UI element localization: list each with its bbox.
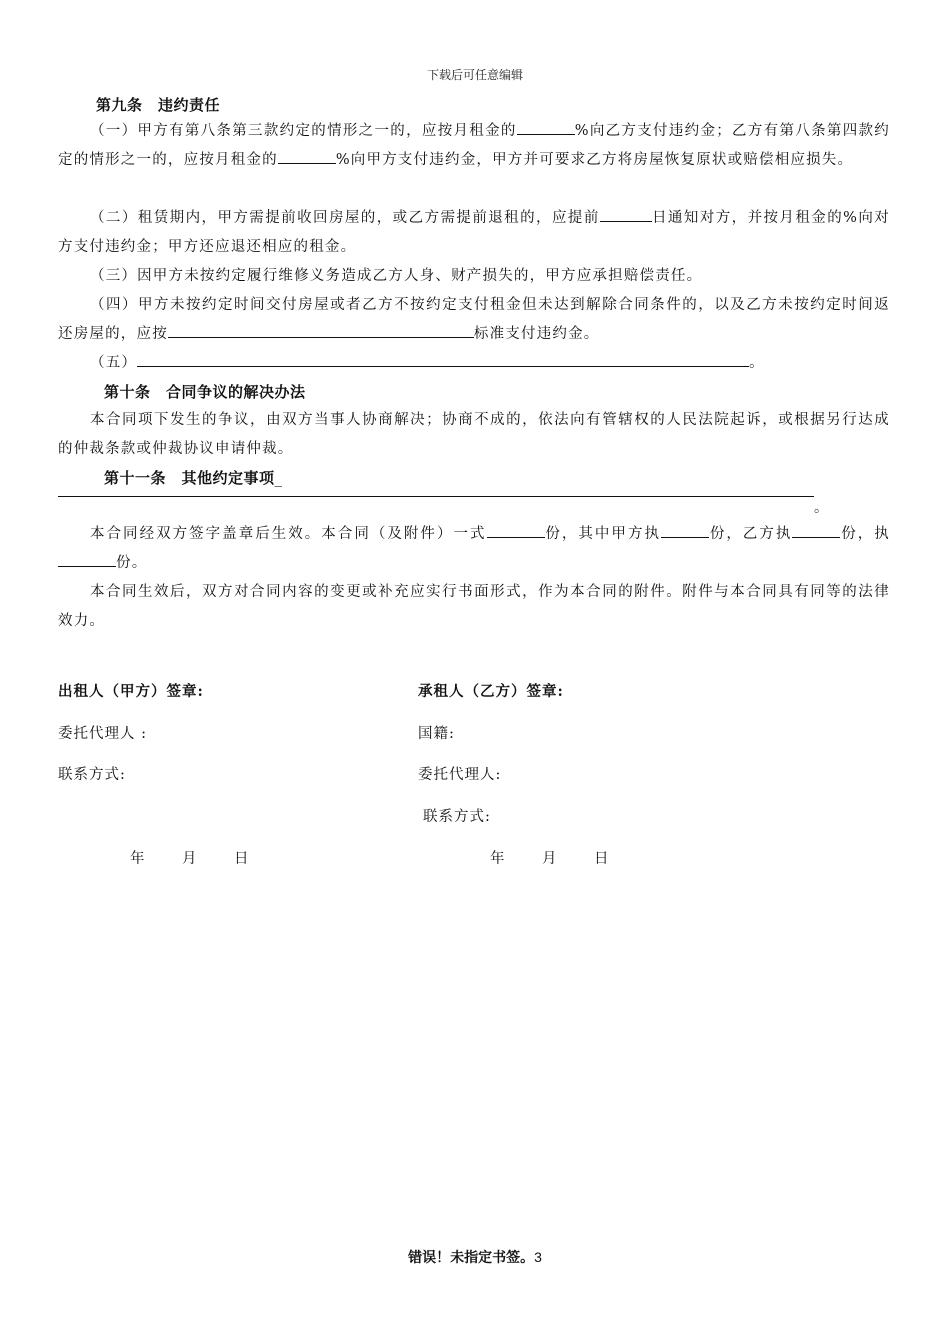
lessee-signature-title: 承租人（乙方）签章: — [418, 683, 564, 700]
closing-clause-amendments: 本合同生效后，双方对合同内容的变更或补充应实行书面形式，作为本合同的附件。附件与本合同具有同等的法律效力。 — [58, 584, 890, 629]
clause-text: （四）甲方未按约定时间交付房屋或者乙方不按约定支付租金但未达到解除合同条件的，以及乙方未按约定时间返还房屋的，应按 — [58, 297, 890, 342]
clause-text: 份，其中甲方执 — [544, 526, 661, 542]
lessor-date — [130, 847, 286, 868]
lessee-nationality-label: 国籍: — [418, 726, 455, 742]
article-11-title-text: 第十一条 其他约定事项 — [104, 469, 275, 487]
date-year: 年 — [130, 851, 145, 867]
clause-text: 日通知对方，并按月租金的%向对方支付违约金；甲方还应退还相应的租金。 — [58, 210, 890, 255]
article-9-clause-5 — [58, 349, 890, 378]
clause-text: （五） — [90, 355, 138, 371]
lessor-contact-label: 联系方式: — [58, 767, 126, 783]
blank-field — [517, 118, 575, 135]
clause-text: 份，乙方执 — [709, 526, 793, 542]
blank-field — [168, 321, 474, 338]
article-11-line-end: 。 — [814, 500, 828, 516]
lessee-contact-label: 联系方式: — [423, 809, 491, 825]
blank-field — [661, 521, 709, 538]
clause-text: （二）租赁期内，甲方需提前收回房屋的，或乙方需提前退租的，应提前 — [90, 210, 600, 226]
clause-text: 标准支付违约金。 — [473, 326, 600, 342]
article-9-title: 第九条 违约责任 — [96, 96, 221, 114]
article-9-clause-3: （三）因甲方未按约定履行维修义务造成乙方人身、财产损失的，甲方应承担赔偿责任。 — [90, 268, 703, 284]
date-month: 月 — [182, 851, 197, 867]
article-11-title — [104, 467, 283, 488]
blank-field — [58, 550, 116, 567]
clause-text: （一）甲方有第八条第三款约定的情形之一的，应按月租金的 — [90, 123, 517, 139]
article-10-title: 第十条 合同争议的解决办法 — [104, 383, 306, 401]
clause-text: 。 — [749, 355, 765, 371]
lessee-agent-label: 委托代理人: — [418, 767, 502, 783]
blank-field — [487, 521, 545, 538]
article-11-blank-line — [58, 496, 814, 497]
article-9-clause-1 — [58, 117, 890, 175]
date-day: 日 — [594, 851, 609, 867]
clause-text: 份。 — [116, 555, 148, 571]
blank-field — [792, 521, 840, 538]
blank-field — [137, 350, 749, 367]
date-day: 日 — [234, 851, 249, 867]
date-month: 月 — [542, 851, 557, 867]
article-11-title-tail: _ — [274, 469, 283, 487]
page-footer — [0, 1247, 950, 1267]
article-9-clause-2 — [58, 204, 890, 262]
page-header: 下载后可任意编辑 — [426, 68, 523, 82]
lessor-signature-title: 出租人（甲方）签章: — [58, 683, 204, 700]
blank-field — [600, 205, 652, 222]
article-10-body: 本合同项下发生的争议，由双方当事人协商解决；协商不成的，依法向有管辖权的人民法院起诉，或根据另行达成的仲裁条款或仲裁协议申请仲裁。 — [58, 412, 890, 457]
date-year: 年 — [490, 851, 505, 867]
lessee-date — [490, 847, 646, 868]
clause-text: 本合同经双方签字盖章后生效。本合同（及附件）一式 — [90, 526, 487, 542]
clause-text: %向乙方支付违约金；乙方有第八条第四款约定的情形之一的，应按月租金的 — [58, 123, 890, 168]
page-number: 3 — [534, 1249, 542, 1265]
lessor-agent-label: 委托代理人 : — [58, 726, 147, 742]
clause-text: 份，执 — [840, 526, 891, 542]
clause-text: %向甲方支付违约金，甲方并可要求乙方将房屋恢复原状或赔偿相应损失。 — [335, 152, 854, 168]
bookmark-error-text: 错误！未指定书签。 — [408, 1250, 535, 1266]
article-9-clause-4 — [58, 291, 890, 349]
closing-clause-copies — [58, 520, 890, 578]
blank-field — [278, 147, 336, 164]
